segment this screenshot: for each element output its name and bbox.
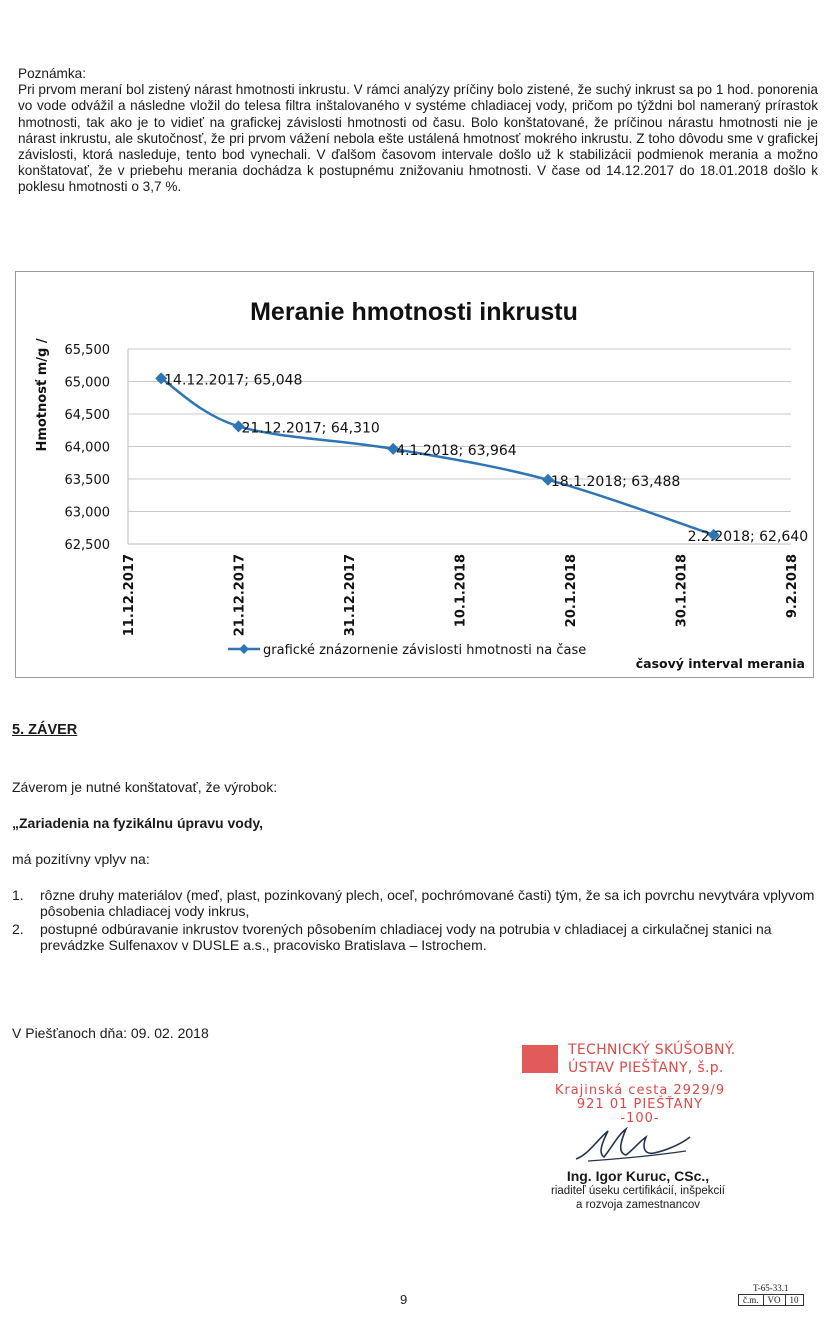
stamp-number: -100- — [620, 1111, 660, 1126]
y-tick-label: 63,000 — [64, 505, 110, 521]
data-label: 14.12.2017; 65,048 — [164, 372, 303, 389]
signatory-role-line1: riaditeľ úseku certifikácií, inšpekcií — [550, 1185, 725, 1197]
place-date: V Piešťanoch dňa: 09. 02. 2018 — [12, 1025, 209, 1041]
stamp-address-line2: 921 01 PIEŠŤANY — [576, 1097, 704, 1112]
form-cell: 10 — [785, 1295, 803, 1306]
chart-title: Meranie hmotnosti inkrustu — [250, 298, 578, 326]
signatory-name: Ing. Igor Kuruc, CSc., — [566, 1168, 710, 1184]
stamp-name-line2: ÚSTAV PIEŠŤANY, š.p. — [568, 1060, 724, 1076]
x-tick-label: 31.12.2017 — [343, 554, 358, 637]
form-cell: VO — [763, 1295, 785, 1306]
form-cell: č.m. — [739, 1295, 764, 1306]
y-axis-label: Hmotnosť m/g / — [35, 338, 50, 452]
stamp-name-line1: TECHNICKÝ SKÚŠOBNÝ. — [568, 1042, 736, 1058]
conclusion-intro: Záverom je nutné konštatovať, že výrobok: — [12, 779, 278, 795]
conclusion-effect: má pozitívny vplyv na: — [12, 851, 150, 867]
y-tick-label: 65,500 — [64, 343, 110, 358]
signature-image — [568, 1125, 698, 1169]
institution-logo — [522, 1045, 558, 1073]
y-tick-label: 64,000 — [64, 440, 110, 456]
list-item-text: postupné odbúravanie inkrustov tvorených pôsobením chladiacej vody na potrubia v chladiacej a cirkulačnej stanici na prevádzke Sulfenaxov v DUSLE a.s., pracovisko Bratislava – Istrochem. — [40, 921, 772, 953]
section-title: 5. ZÁVER — [12, 722, 78, 738]
signatory-block — [520, 1168, 756, 1212]
x-tick-label: 10.1.2018 — [453, 554, 469, 628]
data-label: 4.1.2018; 63,964 — [396, 442, 517, 459]
form-code — [738, 1283, 804, 1306]
y-tick-label: 63,500 — [64, 473, 110, 488]
y-tick-label: 64,500 — [64, 408, 110, 423]
list-item — [12, 887, 822, 919]
legend-marker — [239, 644, 249, 654]
mass-chart — [16, 272, 813, 677]
note-heading: Poznámka: — [18, 66, 87, 81]
y-tick-label: 65,000 — [64, 375, 110, 391]
list-item-text: rôzne druhy materiálov (meď, plast, pozinkovaný plech, oceľ, pochrómované časti) tým, že sa ich povrchu nevytvára vplyvom pôsobenia chladiacej vody inkrus, — [40, 887, 815, 919]
x-axis-label: časový interval merania — [635, 656, 805, 671]
signatory-role-line2: a rozvoja zamestnancov — [575, 1199, 700, 1211]
chart-legend — [228, 643, 586, 658]
chart-container — [15, 271, 814, 678]
note-block — [18, 66, 818, 196]
benefits-list — [12, 887, 822, 955]
form-code-id: T-65-33.1 — [753, 1283, 789, 1293]
stamp-address-line1: Krajinská cesta 2929/9 — [554, 1083, 726, 1098]
form-code-table — [738, 1294, 804, 1306]
page-number: 9 — [400, 1292, 408, 1307]
x-tick-label: 20.1.2018 — [564, 554, 579, 628]
x-tick-label: 30.1.2018 — [674, 554, 690, 628]
legend-label: grafické znázornenie závislosti hmotnosti na čase — [263, 643, 587, 658]
product-name: „Zariadenia na fyzikálnu úpravu vody, — [12, 815, 264, 831]
data-label: 21.12.2017; 64,310 — [241, 420, 380, 437]
data-label: 2.2.2018; 62,640 — [687, 528, 809, 545]
y-tick-label: 62,500 — [64, 538, 110, 553]
x-tick-label: 9.2.2018 — [785, 554, 800, 619]
list-item-number: 2. — [12, 921, 24, 937]
note-text: Pri prvom meraní bol zistený nárast hmotnosti inkrustu. V rámci analýzy príčiny bolo zistené, že suchý inkrust sa po 1 hod. ponorenia vo vode odvážil a následne vložil do telesa filtra inštalovaného v systéme chladiacej vody, pričom po týždni bol nameraný prírastok hmotnosti, tak ako je to vidieť na grafickej závislosti hmotnosti od času. Bolo konštatované, že príčinou nárastu hmotnosti nie je nárast inkrustu, ale skutočnosť, že pri prvom vážení nebola ešte ustálená hmotnosť mokrého inkrustu. Z toho dôvodu sme v grafickej závislosti, ktorá nasleduje, tento bod vynechali. V ďalšom časovom intervale došlo už k stabilizácii podmienok merania a možno konštatovať, že v priebehu merania dochádza k postupnému znižovaniu hmotnosti. V čase od 14.12.2017 do 18.01.2018 došlo k poklesu hmotnosti o 3,7 %. — [18, 82, 818, 195]
data-label: 18.1.2018; 63,488 — [550, 473, 681, 490]
x-tick-label: 11.12.2017 — [122, 554, 137, 637]
x-tick-label: 21.12.2017 — [232, 554, 248, 637]
institution-stamp — [520, 1040, 820, 1240]
list-item — [12, 921, 822, 953]
stamp-address — [540, 1084, 740, 1126]
list-item-number: 1. — [12, 887, 24, 903]
